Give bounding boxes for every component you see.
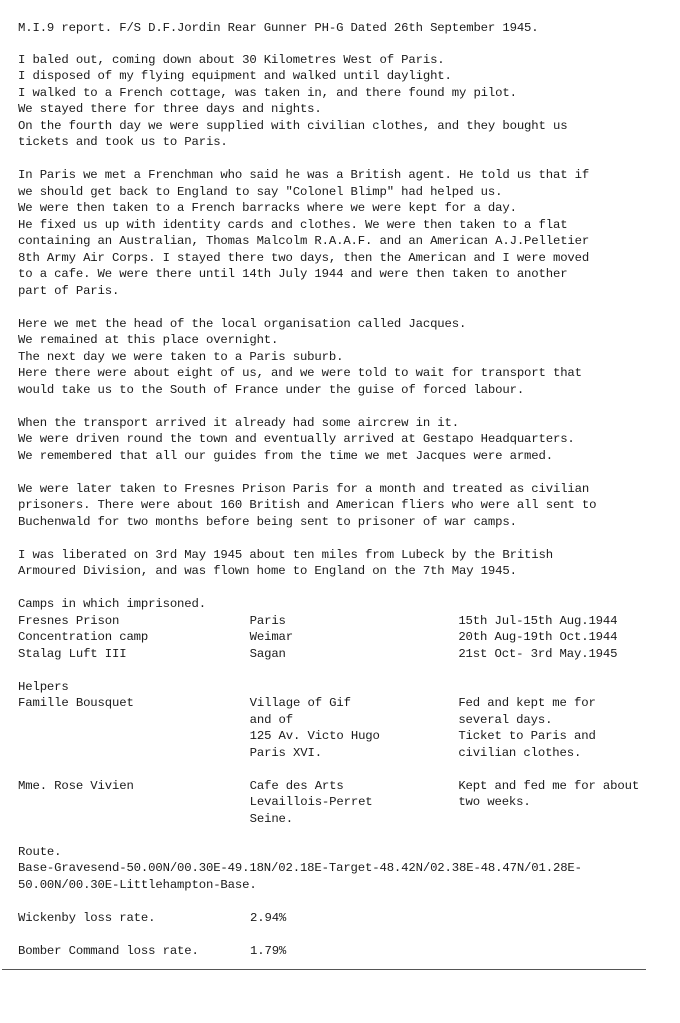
loss-rate-label: Bomber Command loss rate. [18,943,199,958]
text-line: The next day we were taken to a Paris suburb. [18,349,344,364]
camp-dates: 15th Jul-15th Aug.1944 [458,613,618,628]
helper-address-line: and of [249,712,294,727]
camp-row [18,629,668,646]
camp-dates: 20th Aug-19th Oct.1944 [458,630,618,644]
helper-address-line: Village of Gif [249,696,351,710]
text-line: Buchenwald for two months before being sent to prisoner of war camps. [18,514,517,529]
camp-location: Weimar [249,630,294,644]
report-header: M.I.9 report. F/S D.F.Jordin Rear Gunner PH-G Dated 26th September 1945. [18,21,539,35]
helper-name: Famille Bousquet [18,696,134,710]
text-line: In Paris we met a Frenchman who said he was a British agent. He told us that if [18,168,590,182]
text-line: We remained at this place overnight. [18,333,279,347]
camp-name: Stalag Luft III [18,646,127,661]
wickenby-loss-rate [18,910,668,927]
helper-entry [18,695,668,761]
text-line: would take us to the South of France under the guise of forced labour. [18,382,525,397]
helper-address-line: Levaillois-Perret [249,795,373,809]
paragraph-gestapo [18,415,668,465]
helper-note-line: several days. [458,712,553,727]
text-line: containing an Australian, Thomas Malcolm R.A.A.F. and an American A.J.Pelletier [18,234,590,248]
camps-section [18,596,668,662]
text-line: When the transport arrived it already had some aircrew in it. [18,415,459,430]
paragraph-jacques [18,316,668,399]
camp-name: Fresnes Prison [18,613,120,628]
camps-heading: Camps in which imprisoned. [18,597,206,611]
text-line: part of Paris. [18,283,120,298]
text-line: 8th Army Air Corps. I stayed there two days, then the American and I were moved [18,250,590,265]
helper-note-line: Kept and fed me for about [458,778,640,793]
camp-dates: 21st Oct- 3rd May.1945 [458,646,618,661]
text-line: We stayed there for three days and nights. [18,102,322,116]
paragraph-bailout [18,52,668,151]
text-line: Here there were about eight of us, and we were told to wait for transport that [18,366,582,380]
text-line: I walked to a French cottage, was taken in, and there found my pilot. [18,85,517,100]
loss-rate-value: 2.94% [250,910,287,925]
route-line: Base-Gravesend-50.00N/00.30E-49.18N/02.18E-Target-48.42N/02.38E-48.47N/01.28E- [18,861,582,875]
helpers-section [18,679,668,828]
helper-note-line: civilian clothes. [458,745,582,760]
text-line: I baled out, coming down about 30 Kilometres West of Paris. [18,52,445,67]
helper-address-line: Paris XVI. [249,745,322,760]
text-line: I disposed of my flying equipment and walked until daylight. [18,69,452,83]
text-line: Armoured Division, and was flown home to England on the 7th May 1945. [18,564,517,578]
loss-rate-label: Wickenby loss rate. [18,910,156,925]
paragraph-fresnes [18,481,668,531]
paragraph-paris [18,167,668,299]
paragraph-liberation [18,547,668,580]
helper-address-line: Cafe des Arts [249,778,344,793]
camp-name: Concentration camp [18,630,149,644]
route-heading: Route. [18,844,62,859]
text-line: We were driven round the town and eventually arrived at Gestapo Headquarters. [18,432,575,446]
route-section [18,844,668,894]
text-line: to a cafe. We were there until 14th July 1944 and were then taken to another [18,267,568,281]
text-line: He fixed us up with identity cards and clothes. We were then taken to a flat [18,217,568,232]
helper-note-line: Fed and kept me for [458,696,596,710]
helper-note-line: Ticket to Paris and [458,729,596,743]
helper-entry [18,778,668,828]
text-line: I was liberated on 3rd May 1945 about ten miles from Lubeck by the British [18,547,553,562]
route-line: 50.00N/00.30E-Littlehampton-Base. [18,877,257,892]
camp-row [18,613,668,630]
camp-location: Sagan [249,646,286,661]
text-line: tickets and took us to Paris. [18,135,228,149]
helpers-heading: Helpers [18,679,69,694]
document-body [18,20,668,959]
text-line: We were later taken to Fresnes Prison Paris for a month and treated as civilian [18,481,590,496]
helper-address-line: Seine. [249,811,294,826]
camp-row [18,646,668,663]
bomber-command-loss-rate [18,943,668,960]
helper-name: Mme. Rose Vivien [18,778,134,793]
text-line: We remembered that all our guides from the time we met Jacques were armed. [18,448,553,463]
text-line: On the fourth day we were supplied with civilian clothes, and they bought us [18,118,568,133]
text-line: we should get back to England to say "Colonel Blimp" had helped us. [18,184,503,199]
helper-note-line: two weeks. [458,795,531,809]
text-line: Here we met the head of the local organisation called Jacques. [18,316,467,331]
helper-address-line: 125 Av. Victo Hugo [249,729,380,743]
text-line: We were then taken to a French barracks where we were kept for a day. [18,201,517,215]
bottom-divider [2,969,646,970]
loss-rate-value: 1.79% [250,943,287,958]
camp-location: Paris [249,613,286,628]
text-line: prisoners. There were about 160 British and American fliers who were all sent to [18,498,597,512]
